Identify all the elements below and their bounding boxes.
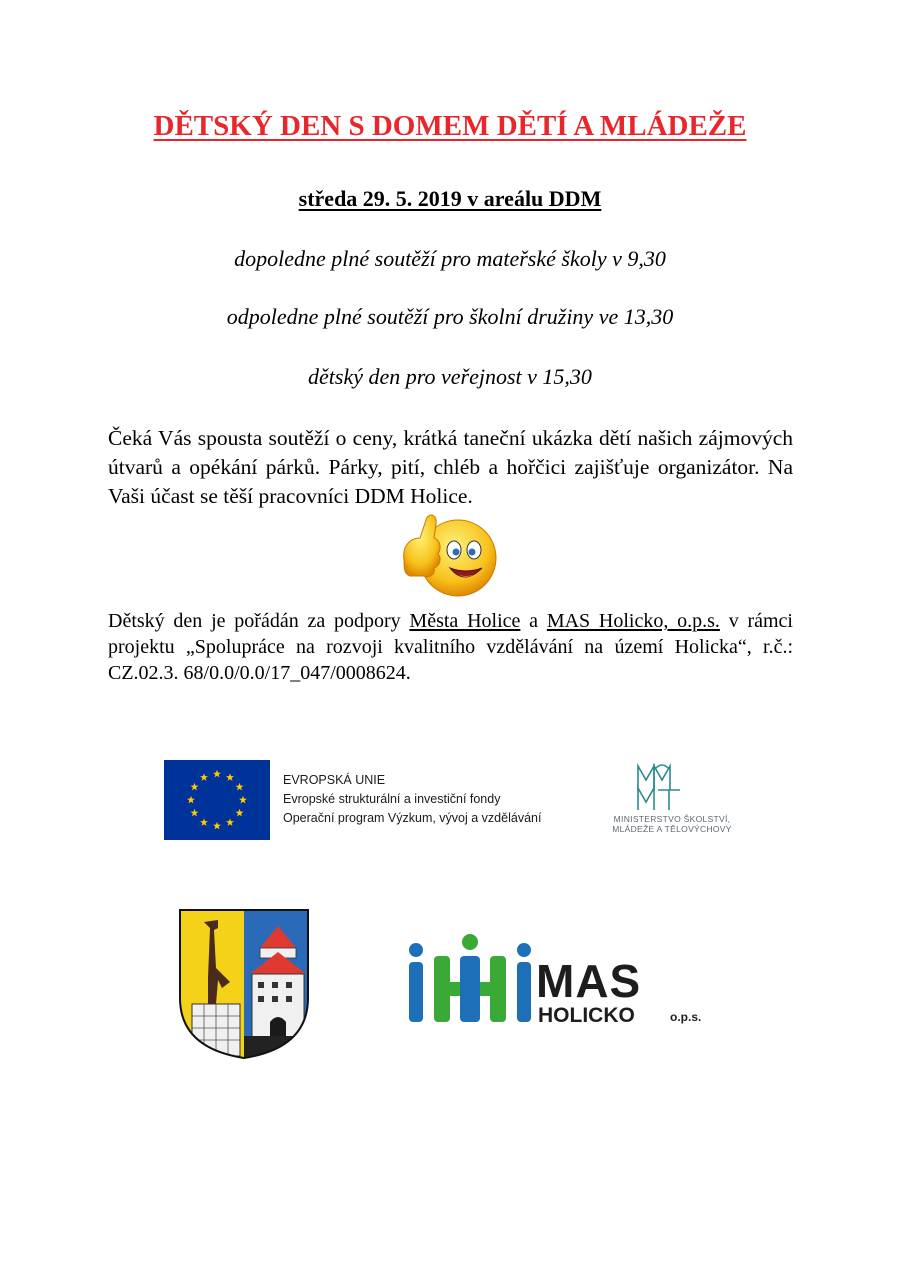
holice-coat-of-arms-icon: [178, 908, 310, 1060]
schedule-public: dětský den pro veřejnost v 15,30: [308, 364, 592, 389]
poster-title: DĚTSKÝ DEN S DOMEM DĚTÍ A MLÁDEŽE: [153, 110, 747, 142]
thumbs-up-smiley-icon: [396, 508, 506, 598]
eu-logo-line2: Evropské strukturální a investiční fondy: [283, 792, 501, 806]
eu-logo-text: [283, 771, 541, 828]
msmt-logo-text: MINISTERSTVO ŠKOLSTVÍ, MLÁDEŽE A TĚLOVÝCHOVY: [612, 814, 732, 834]
link-mesto-holice[interactable]: Města Holice: [409, 610, 521, 632]
eu-flag-icon: [164, 760, 270, 840]
event-date: středa 29. 5. 2019 v areálu DDM: [298, 186, 602, 211]
link-mas-holicko[interactable]: MAS Holicko, o.p.s.: [546, 610, 720, 632]
mas-logo-ops: o.p.s.: [670, 1010, 702, 1024]
eu-logo-line3: Operační program Výzkum, vývoj a vzdělávání: [283, 811, 542, 825]
mas-logo-sub: HOLICKO: [538, 1004, 635, 1027]
event-description: Čeká Vás spousta soutěží o ceny, krátká taneční ukázka dětí našich zájmových útvarů a opékání párků. Párky, pití, chléb a hořčici zajišťuje organizátor. Na Vaši účast se těší pracovníci DDM Holice.: [108, 426, 793, 508]
eu-logo-line1: EVROPSKÁ UNIE: [283, 773, 386, 787]
schedule-afternoon: odpoledne plné soutěží pro školní družiny ve 13,30: [226, 304, 674, 329]
support-paragraph: Dětský den je pořádán za podpory Města Holice a MAS Holicko, o.p.s. v rámci projektu „Spolupráce na rozvoji kvalitního vzdělávání na území Holicka“, r.č.: CZ.02.3. 68/0.0/0.0/17_047/0008624.: [108, 610, 793, 684]
mas-logo-name: MAS: [536, 955, 642, 1007]
schedule-morning: dopoledne plné soutěží pro mateřské školy v 9,30: [234, 246, 666, 271]
mas-holicko-logo-icon: [406, 930, 536, 1030]
